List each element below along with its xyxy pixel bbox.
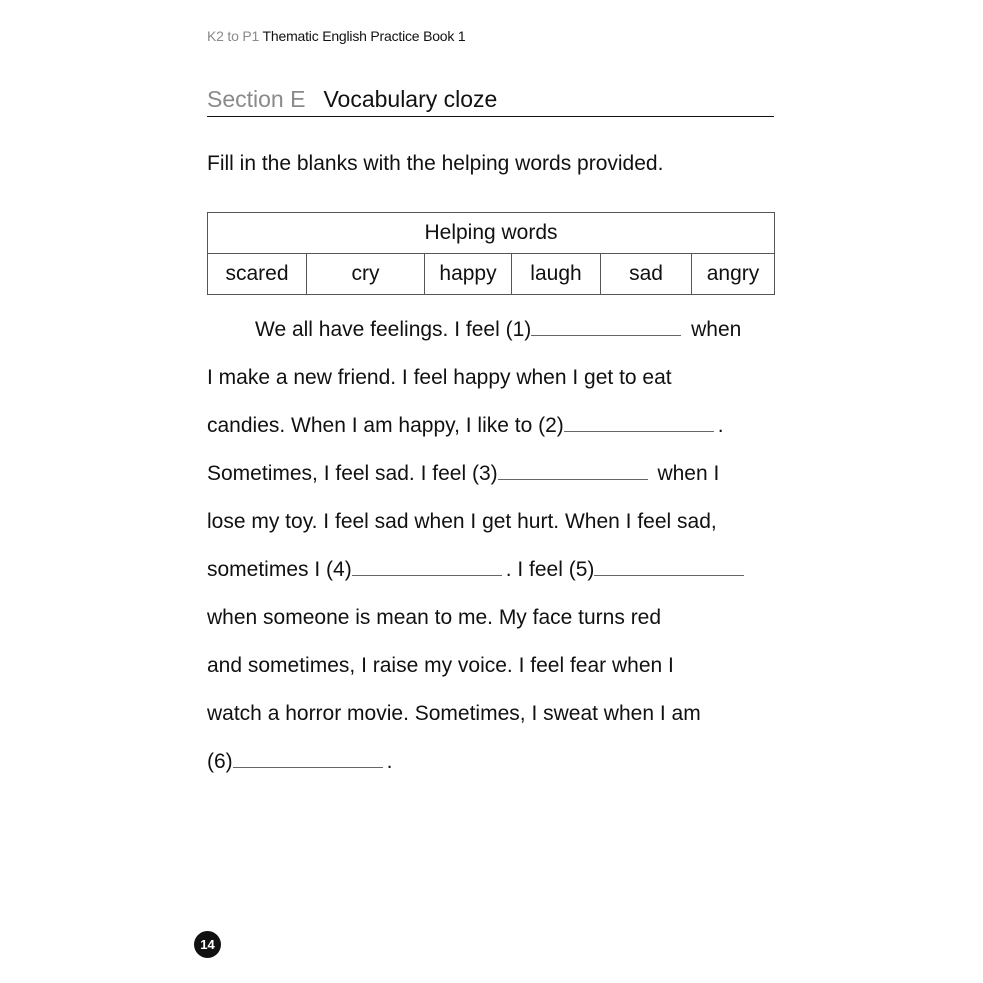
running-header: [207, 28, 465, 44]
passage-text: Sometimes, I feel sad. I feel (3): [207, 462, 498, 485]
blank-4[interactable]: [352, 555, 502, 576]
blank-2[interactable]: [564, 411, 714, 432]
book-title: Thematic English Practice Book 1: [262, 28, 466, 44]
word-cell: angry: [692, 254, 775, 295]
passage-line: [207, 306, 777, 354]
passage-text: .: [717, 414, 724, 437]
passage-text: We all have feelings. I feel (1): [255, 318, 532, 341]
passage-text: candies. When I am happy, I like to (2): [207, 414, 564, 437]
cloze-passage: [207, 306, 777, 786]
grade-label: K2 to P1: [207, 28, 260, 44]
passage-line: when someone is mean to me. My face turns red: [207, 606, 662, 629]
section-label: Section E: [207, 86, 306, 112]
word-cell: happy: [425, 254, 512, 295]
passage-line: [207, 402, 777, 450]
word-cell: cry: [307, 254, 425, 295]
passage-text: when: [685, 318, 742, 341]
passage-text: . I feel (5): [505, 558, 595, 581]
passage-line: [207, 546, 777, 594]
passage-line: and sometimes, I raise my voice. I feel fear when I: [207, 654, 674, 677]
helping-words-table: [207, 212, 775, 295]
passage-line: I make a new friend. I feel happy when I get to eat: [207, 366, 672, 389]
page-number-badge: 14: [194, 931, 221, 958]
word-cell: sad: [601, 254, 692, 295]
blank-6[interactable]: [233, 747, 383, 768]
helping-words-title: Helping words: [208, 213, 775, 254]
passage-line: [207, 738, 777, 786]
blank-5[interactable]: [594, 555, 744, 576]
word-cell: scared: [208, 254, 307, 295]
section-title: [207, 86, 774, 117]
instruction-text: Fill in the blanks with the helping words provided.: [207, 152, 664, 175]
passage-text: .: [386, 750, 393, 773]
passage-line: [207, 450, 777, 498]
blank-3[interactable]: [498, 459, 648, 480]
blank-1[interactable]: [531, 315, 681, 336]
passage-line: lose my toy. I feel sad when I get hurt. When I feel sad,: [207, 510, 717, 533]
passage-line: watch a horror movie. Sometimes, I sweat when I am: [207, 702, 701, 725]
passage-text: (6): [207, 750, 233, 773]
word-cell: laugh: [512, 254, 601, 295]
section-name: Vocabulary cloze: [323, 86, 498, 112]
passage-text: when I: [651, 462, 720, 485]
passage-text: sometimes I (4): [207, 558, 352, 581]
